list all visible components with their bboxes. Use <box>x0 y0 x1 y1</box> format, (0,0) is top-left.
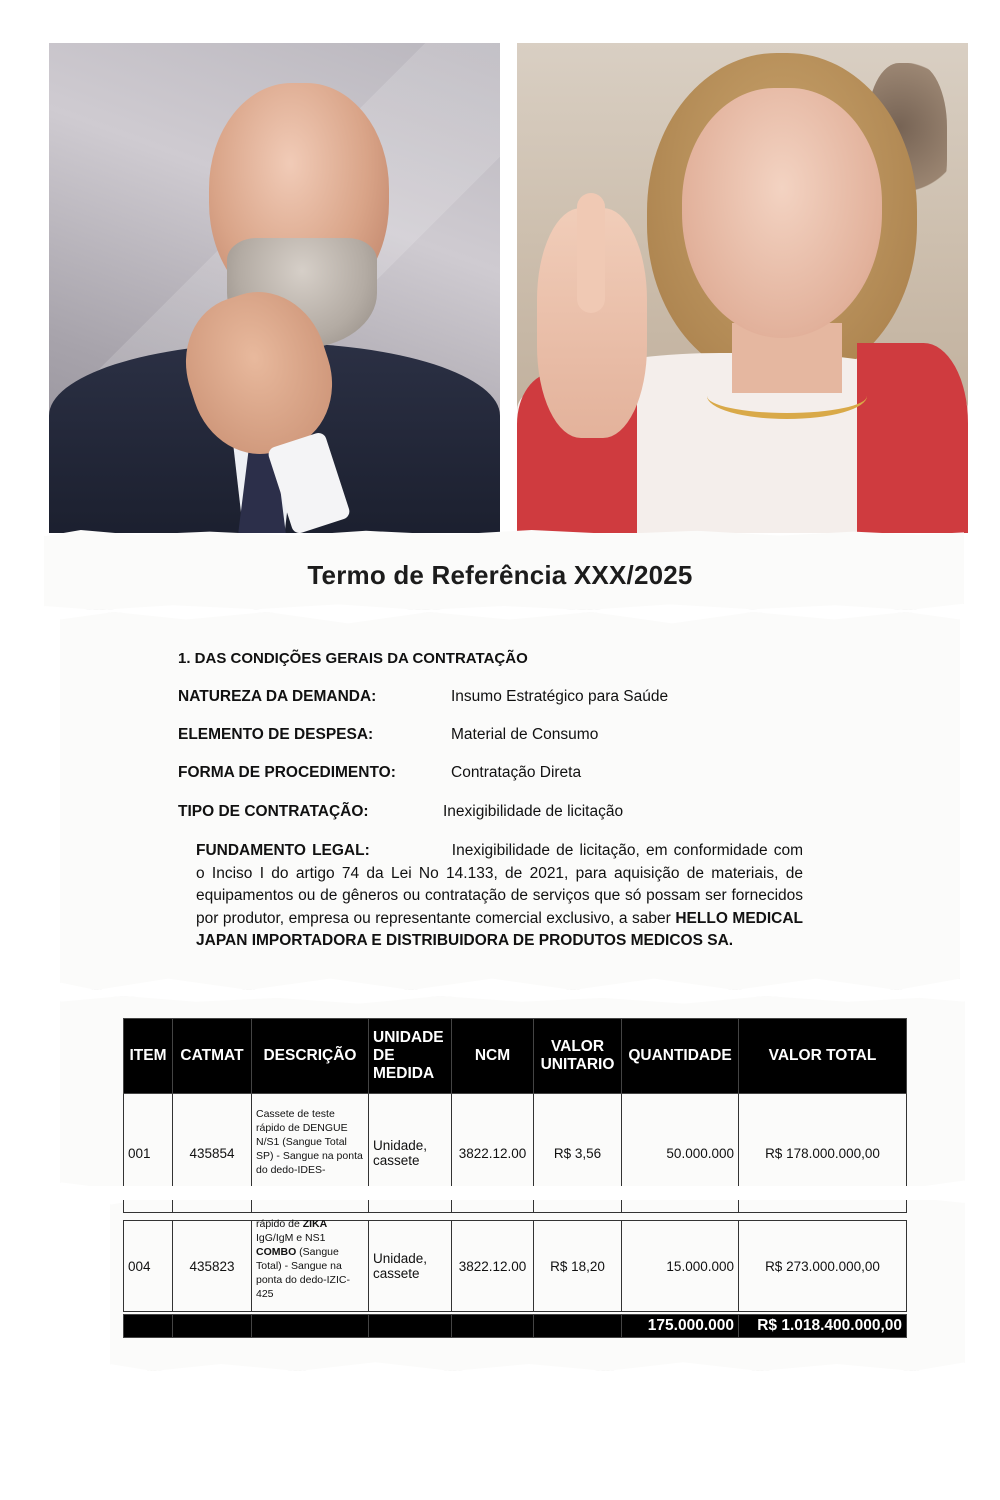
total-quantidade: 175.000.000 <box>622 1315 739 1338</box>
cell-valor-total: R$ 273.000.000,00 <box>739 1221 907 1312</box>
header-unidade: UNIDADE DE MEDIDA <box>369 1019 452 1094</box>
header-catmat: CATMAT <box>173 1019 252 1094</box>
field-label: TIPO DE CONTRATAÇÃO: <box>178 803 369 820</box>
cell-catmat: 435823 <box>173 1221 252 1312</box>
field-label: ELEMENTO DE DESPESA: <box>178 726 374 743</box>
document-title: Termo de Referência XXX/2025 <box>307 560 693 590</box>
cell-ncm: 3822.12.00 <box>452 1221 534 1312</box>
cell-unidade: Unidade, cassete <box>369 1221 452 1312</box>
photo-woman-l-gesture <box>517 43 968 533</box>
header-valor-total: VALOR TOTAL <box>739 1019 907 1094</box>
header-ncm: NCM <box>452 1019 534 1094</box>
tear-gap <box>0 1186 1000 1200</box>
field-label: FORMA DE PROCEDIMENTO: <box>178 764 396 781</box>
field-value: Material de Consumo <box>451 726 599 743</box>
legal-label: FUNDAMENTO LEGAL: <box>196 842 370 859</box>
total-valor: R$ 1.018.400.000,00 <box>739 1315 907 1338</box>
cell-quantidade: 50.000.000 <box>622 1094 739 1213</box>
description-text: rápido de ZIKA IgG/IgM e NS1 COMBO (Sangue Total) - Sangue na ponta do dedo-IZIC-425 <box>256 1218 350 1300</box>
cell-valor-unitario: R$ 3,56 <box>534 1094 622 1213</box>
legal-basis <box>196 840 803 953</box>
header-valor-unitario: VALOR UNITARIO <box>534 1019 622 1094</box>
section-heading: 1. DAS CONDIÇÕES GERAIS DA CONTRATAÇÃO <box>178 650 528 667</box>
header-descricao: DESCRIÇÃO <box>252 1019 369 1094</box>
description-text: Cassete de teste rápido de DENGUE N/S1 (Sangue Total SP) - Sangue na ponta do dedo-IDES- <box>256 1108 363 1176</box>
table-header-row <box>124 1019 907 1094</box>
cell-item: 001 <box>124 1094 173 1213</box>
table-row <box>124 1221 907 1312</box>
company-name: HELLO MEDICAL JAPAN IMPORTADORA E DISTRIBUIDORA DE PRODUTOS MEDICOS SA. <box>196 909 804 949</box>
items-table <box>123 1018 907 1213</box>
cell-quantidade: 15.000.000 <box>622 1221 739 1312</box>
legal-text: Inexigibilidade de licitação, em conformidade com o Inciso I do artigo 74 da Lei No 14.133, de 2021, para aquisição de materiais, de equipamentos ou de gêneros ou contratação de serviços que só possam ser fornecidos por produtor, empresa ou representante comercial exclusivo, a saber <box>196 842 803 927</box>
cell-valor-total: R$ 178.000.000,00 <box>739 1094 907 1213</box>
header-quantidade: QUANTIDADE <box>622 1019 739 1094</box>
field-label: NATUREZA DA DEMANDA: <box>178 688 377 705</box>
cell-unidade: Unidade, cassete <box>369 1094 452 1213</box>
photo-man-hand-on-chin <box>49 43 500 533</box>
field-value: Contratação Direta <box>451 764 582 781</box>
items-table-continued <box>123 1220 907 1312</box>
cell-ncm: 3822.12.00 <box>452 1094 534 1213</box>
totals-table <box>123 1314 907 1338</box>
cell-descricao <box>252 1218 369 1312</box>
field-value: Inexigibilidade de licitação <box>443 803 624 820</box>
cell-valor-unitario: R$ 18,20 <box>534 1221 622 1312</box>
cell-item: 004 <box>124 1221 173 1312</box>
totals-row <box>124 1315 907 1338</box>
header-item: ITEM <box>124 1019 173 1094</box>
field-value: Insumo Estratégico para Saúde <box>451 688 669 705</box>
cell-catmat: 435854 <box>173 1094 252 1213</box>
